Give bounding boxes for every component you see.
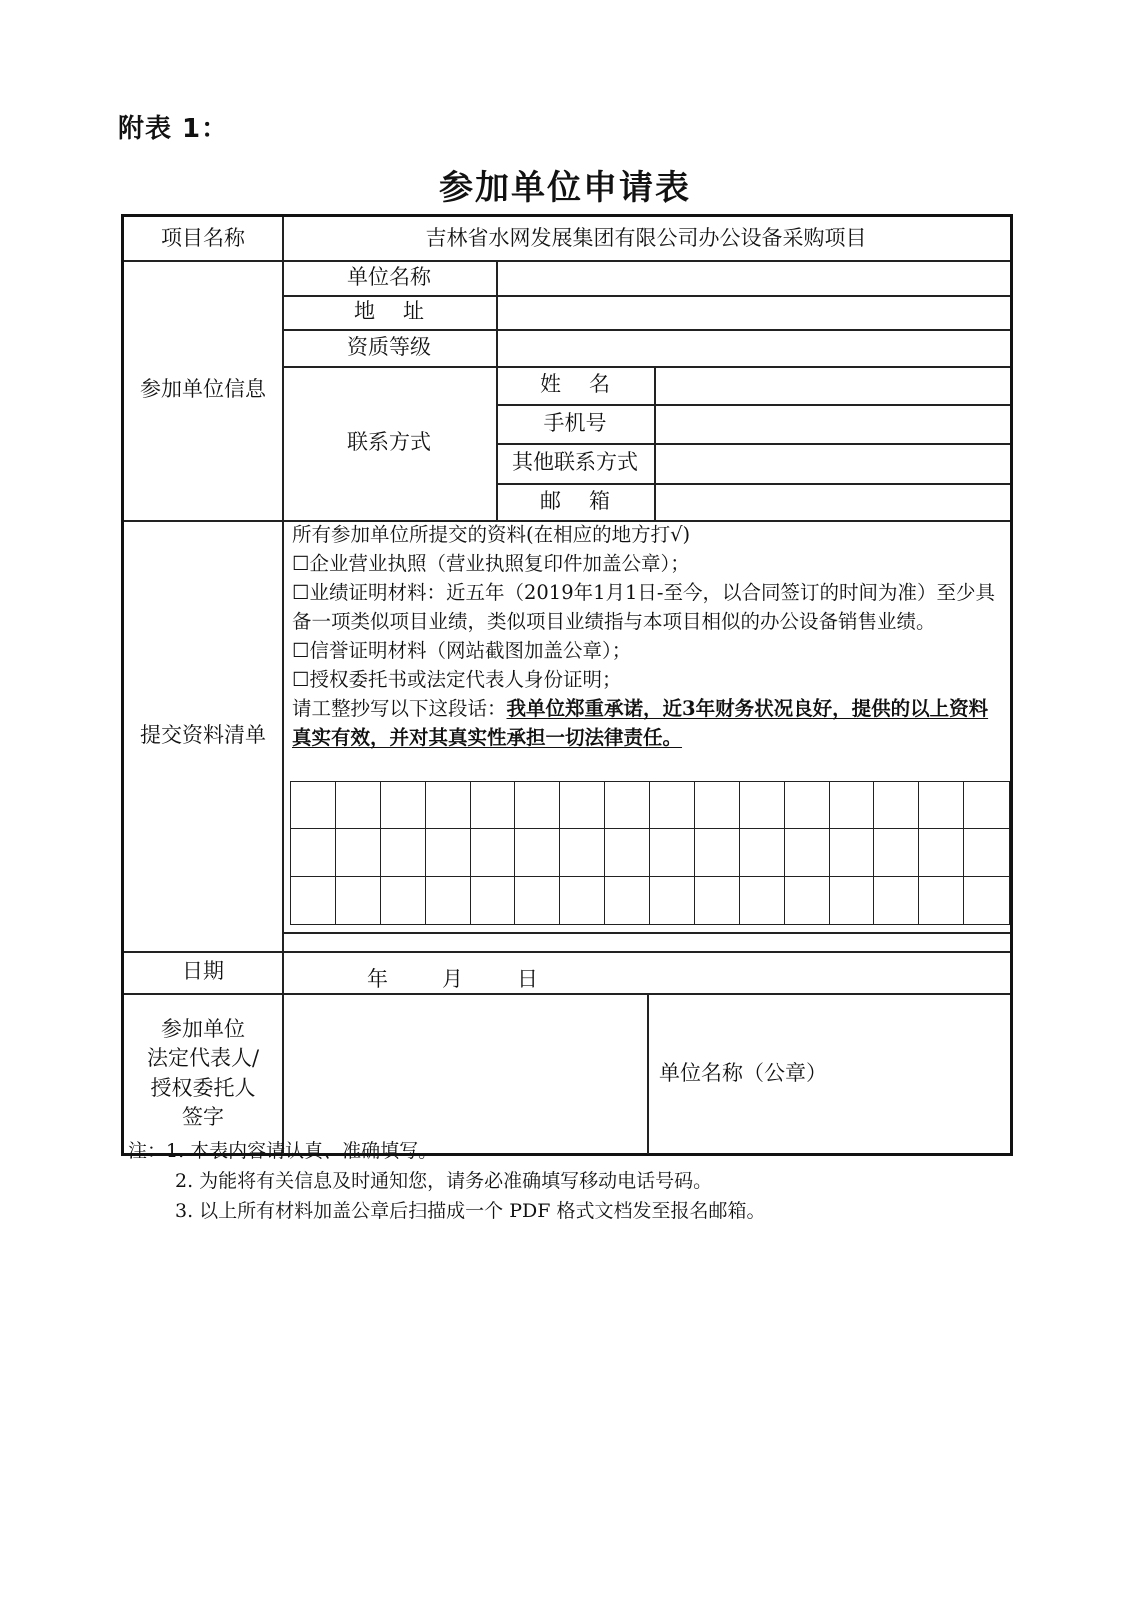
- appendix-label: 附表 1：: [118, 114, 229, 144]
- unit-seal-field[interactable]: [647, 993, 1010, 1154]
- grid-cell[interactable]: [695, 877, 740, 924]
- application-form: [121, 214, 1013, 1156]
- unit-name-label: 单位名称: [347, 264, 431, 289]
- pledge-instruction: 请工整抄写以下这段话：我单位郑重承诺，近3年财务状况良好，提供的以上资料真实有效，并对其真实性承担一切法律责任。: [292, 697, 989, 749]
- grid-cell[interactable]: [919, 782, 964, 829]
- notes-prefix: 注：: [128, 1140, 167, 1162]
- note-item: 1. 本表内容请认真、准确填写。: [166, 1140, 438, 1162]
- grid-cell[interactable]: [515, 829, 560, 876]
- note-item: 2. 为能将有关信息及时通知您，请务必准确填写移动电话号码。: [175, 1170, 713, 1192]
- grid-cell[interactable]: [964, 877, 1009, 924]
- grid-cell[interactable]: [650, 782, 695, 829]
- email-field[interactable]: [654, 483, 1010, 520]
- date-year: 年: [367, 967, 388, 991]
- date-field[interactable]: [367, 963, 538, 993]
- qualification-field[interactable]: [496, 329, 1010, 366]
- grid-cell[interactable]: [830, 877, 875, 924]
- mobile-field[interactable]: [654, 404, 1010, 443]
- grid-cell[interactable]: [560, 782, 605, 829]
- grid-cell[interactable]: [740, 829, 785, 876]
- materials-list: [292, 520, 1007, 752]
- grid-cell[interactable]: [336, 829, 381, 876]
- mobile-label: 手机号: [543, 410, 607, 435]
- grid-cell[interactable]: [695, 782, 740, 829]
- project-name-label: 项目名称: [161, 225, 245, 250]
- grid-cell[interactable]: [381, 782, 426, 829]
- grid-cell[interactable]: [426, 829, 471, 876]
- grid-cell[interactable]: [650, 829, 695, 876]
- unit-info-label: 参加单位信息: [140, 377, 266, 402]
- checkbox-icon[interactable]: ☐: [292, 668, 310, 691]
- grid-cell[interactable]: [426, 782, 471, 829]
- unit-name-field[interactable]: [496, 260, 1010, 295]
- handwriting-grid[interactable]: [290, 781, 1010, 925]
- pledge-text: 我单位郑重承诺，近3年财务状况良好，提供的以上资料真实有效，并对其真实性承担一切法律责任。: [292, 697, 989, 749]
- grid-cell[interactable]: [830, 829, 875, 876]
- grid-cell[interactable]: [471, 829, 516, 876]
- grid-cell[interactable]: [964, 829, 1009, 876]
- signature-label-line: 授权委托人: [150, 1075, 256, 1100]
- other-contact-label: 其他联系方式: [512, 450, 638, 475]
- checkbox-icon[interactable]: ☐: [292, 639, 310, 662]
- grid-cell[interactable]: [919, 877, 964, 924]
- signature-label-line: 签字: [182, 1104, 224, 1129]
- note-item: 3. 以上所有材料加盖公章后扫描成一个 PDF 格式文档发至报名邮箱。: [175, 1200, 766, 1222]
- grid-cell[interactable]: [830, 782, 875, 829]
- grid-cell[interactable]: [964, 782, 1009, 829]
- date-day: 日: [517, 967, 538, 991]
- grid-cell[interactable]: [605, 782, 650, 829]
- contact-label: 联系方式: [347, 430, 431, 455]
- form-title: 参加单位申请表: [439, 168, 691, 208]
- grid-cell[interactable]: [426, 877, 471, 924]
- grid-cell[interactable]: [695, 829, 740, 876]
- grid-cell[interactable]: [515, 782, 560, 829]
- grid-cell[interactable]: [336, 782, 381, 829]
- grid-cell[interactable]: [471, 782, 516, 829]
- material-item[interactable]: ☐业绩证明材料：近五年（2019年1月1日-至今，以合同签订的时间为准）至少具备一项类似项目业绩，类似项目业绩指与本项目相似的办公设备销售业绩。: [292, 581, 996, 633]
- grid-cell[interactable]: [471, 877, 516, 924]
- grid-cell[interactable]: [874, 877, 919, 924]
- email-label: 邮箱: [540, 488, 638, 513]
- contact-name-field[interactable]: [654, 366, 1010, 404]
- signature-label-line: 参加单位: [161, 1016, 245, 1041]
- grid-cell[interactable]: [650, 877, 695, 924]
- qualification-label: 资质等级: [347, 334, 431, 359]
- grid-cell[interactable]: [785, 877, 830, 924]
- signature-label-line: 法定代表人/: [146, 1046, 260, 1071]
- signature-field[interactable]: [282, 993, 647, 1154]
- grid-cell[interactable]: [785, 782, 830, 829]
- address-field[interactable]: [496, 295, 1010, 329]
- project-name-value: 吉林省水网发展集团有限公司办公设备采购项目: [425, 225, 867, 250]
- checkbox-icon[interactable]: ☐: [292, 581, 310, 604]
- grid-cell[interactable]: [605, 829, 650, 876]
- date-month: 月: [442, 967, 463, 991]
- grid-cell[interactable]: [381, 829, 426, 876]
- grid-cell[interactable]: [291, 782, 336, 829]
- grid-cell[interactable]: [874, 829, 919, 876]
- material-item[interactable]: ☐信誉证明材料（网站截图加盖公章）；: [292, 639, 632, 662]
- materials-intro: 所有参加单位所提交的资料(在相应的地方打√): [292, 523, 691, 546]
- grid-cell[interactable]: [515, 877, 560, 924]
- address-label: 地址: [354, 299, 452, 324]
- checkbox-icon[interactable]: ☐: [292, 552, 310, 575]
- material-item[interactable]: ☐企业营业执照（营业执照复印件加盖公章）；: [292, 552, 690, 575]
- unit-seal-label: 单位名称（公章）: [659, 1060, 827, 1085]
- grid-cell[interactable]: [291, 829, 336, 876]
- materials-label: 提交资料清单: [140, 722, 266, 747]
- material-item[interactable]: ☐授权委托书或法定代表人身份证明；: [292, 668, 622, 691]
- grid-cell[interactable]: [740, 782, 785, 829]
- other-contact-field[interactable]: [654, 443, 1010, 483]
- grid-cell[interactable]: [560, 829, 605, 876]
- signature-label: [124, 993, 282, 1154]
- grid-cell[interactable]: [605, 877, 650, 924]
- grid-cell[interactable]: [785, 829, 830, 876]
- grid-cell[interactable]: [919, 829, 964, 876]
- date-label: 日期: [182, 959, 224, 984]
- grid-cell[interactable]: [560, 877, 605, 924]
- contact-name-label: 姓名: [540, 372, 638, 397]
- grid-cell[interactable]: [291, 877, 336, 924]
- notes: [128, 1136, 765, 1226]
- grid-cell[interactable]: [336, 877, 381, 924]
- grid-cell[interactable]: [740, 877, 785, 924]
- grid-cell[interactable]: [381, 877, 426, 924]
- grid-cell[interactable]: [874, 782, 919, 829]
